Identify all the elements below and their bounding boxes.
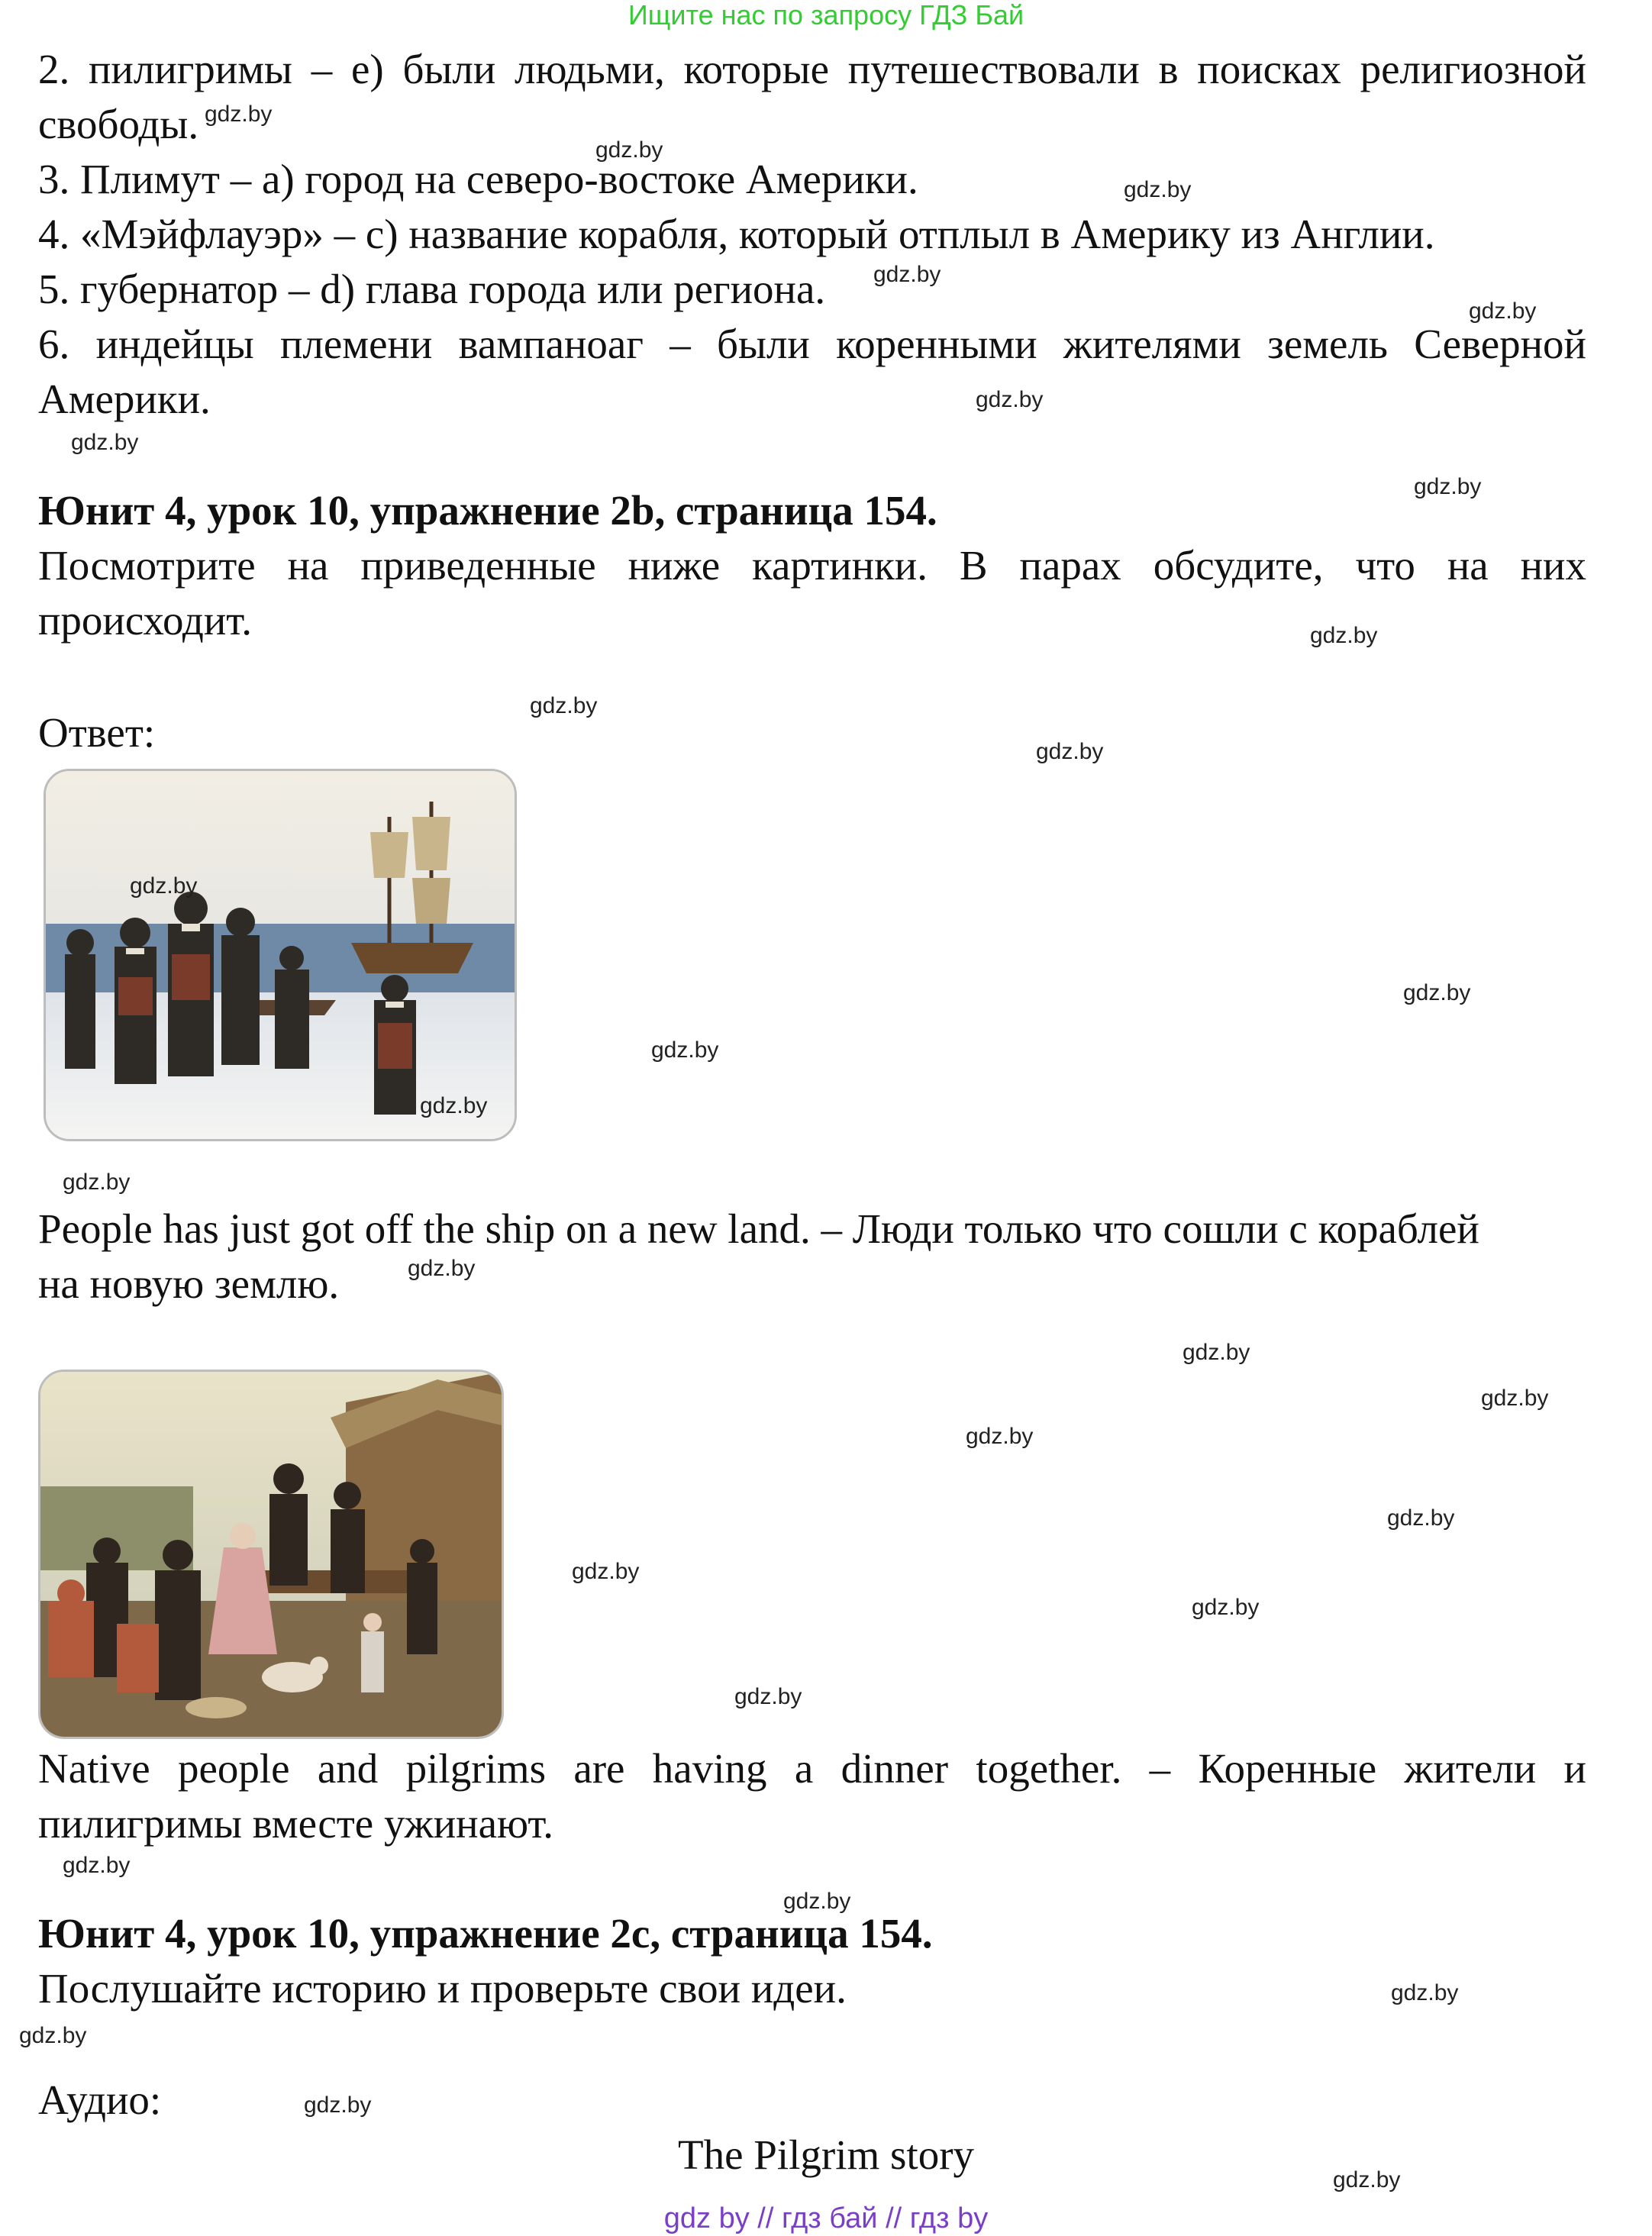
- audio-label: Аудио:: [38, 2076, 162, 2123]
- caption-2-line2: пилигримы вместе ужинают.: [38, 1800, 554, 1847]
- watermark: gdz.by: [1391, 1980, 1459, 2005]
- answer-line-2: 2. пилигримы – e) были людьми, которые путешествовали в поисках религиозной: [38, 46, 1586, 92]
- watermark: gdz.by: [205, 102, 273, 127]
- answer-line-2-cont: свободы.: [38, 101, 199, 147]
- watermark: gdz.by: [19, 2023, 87, 2048]
- watermark: gdz.by: [976, 387, 1044, 412]
- watermark: gdz.by: [1414, 474, 1482, 499]
- watermark: gdz.by: [1481, 1386, 1549, 1411]
- caption-2-line1: Native people and pilgrims are having a dinner together. – Коренные жители и: [38, 1745, 1586, 1792]
- answer-line-3: 3. Плимут – a) город на северо-востоке Америки.: [38, 156, 918, 202]
- watermark: gdz.by: [530, 693, 598, 718]
- watermark: gdz.by: [1310, 623, 1378, 648]
- caption-1-line2: на новую землю.: [38, 1260, 340, 1307]
- thanksgiving-dinner-image: [38, 1370, 504, 1739]
- exercise-2b-task-line1: Посмотрите на приведенные ниже картинки. В парах обсудите, что на них: [38, 542, 1586, 589]
- answer-line-6: 6. индейцы племени вампаноаг – были коренными жителями земель Северной: [38, 321, 1586, 367]
- watermark: gdz.by: [1403, 980, 1471, 1005]
- answer-line-6-cont: Америки.: [38, 376, 211, 422]
- watermark: gdz.by: [1469, 298, 1537, 324]
- top-search-banner[interactable]: Ищите нас по запросу ГДЗ Бай: [628, 0, 1024, 31]
- watermark: gdz.by: [1124, 177, 1192, 202]
- watermark: gdz.by: [71, 430, 139, 455]
- watermark: gdz.by: [1192, 1595, 1260, 1620]
- watermark: gdz.by: [130, 873, 198, 899]
- watermark: gdz.by: [63, 1170, 131, 1195]
- watermark: gdz.by: [63, 1853, 131, 1878]
- watermark: gdz.by: [734, 1684, 802, 1709]
- watermark: gdz.by: [408, 1256, 476, 1281]
- answer-label: Ответ:: [38, 709, 156, 756]
- watermark: gdz.by: [420, 1093, 488, 1118]
- answer-line-5: 5. губернатор – d) глава города или региона.: [38, 266, 826, 312]
- answer-line-4: 4. «Мэйфлауэр» – c) название корабля, который отплыл в Америку из Англии.: [38, 211, 1435, 257]
- watermark: gdz.by: [1036, 739, 1104, 764]
- watermark: gdz.by: [783, 1889, 851, 1914]
- exercise-2c-task: Послушайте историю и проверьте свои идеи.: [38, 1965, 847, 2012]
- watermark: gdz.by: [1387, 1505, 1455, 1531]
- watermark: gdz.by: [1333, 2167, 1401, 2192]
- pilgrims-landing-image: [44, 769, 517, 1141]
- exercise-2b-heading: Юнит 4, урок 10, упражнение 2b, страница 154.: [38, 487, 937, 534]
- watermark: gdz.by: [651, 1037, 719, 1063]
- watermark: gdz.by: [595, 137, 663, 163]
- bottom-site-banner[interactable]: gdz by // гдз бай // гдз by: [663, 2202, 989, 2234]
- watermark: gdz.by: [304, 2092, 372, 2118]
- watermark: gdz.by: [873, 262, 941, 287]
- watermark: gdz.by: [572, 1559, 640, 1584]
- exercise-2c-heading: Юнит 4, урок 10, упражнение 2c, страница 154.: [38, 1910, 933, 1957]
- story-title: The Pilgrim story: [677, 2131, 975, 2178]
- watermark: gdz.by: [966, 1424, 1034, 1449]
- watermark: gdz.by: [1183, 1340, 1250, 1365]
- exercise-2b-task-line2: происходит.: [38, 597, 252, 644]
- caption-1-line1: People has just got off the ship on a new land. – Люди только что сошли с кораблей: [38, 1205, 1479, 1252]
